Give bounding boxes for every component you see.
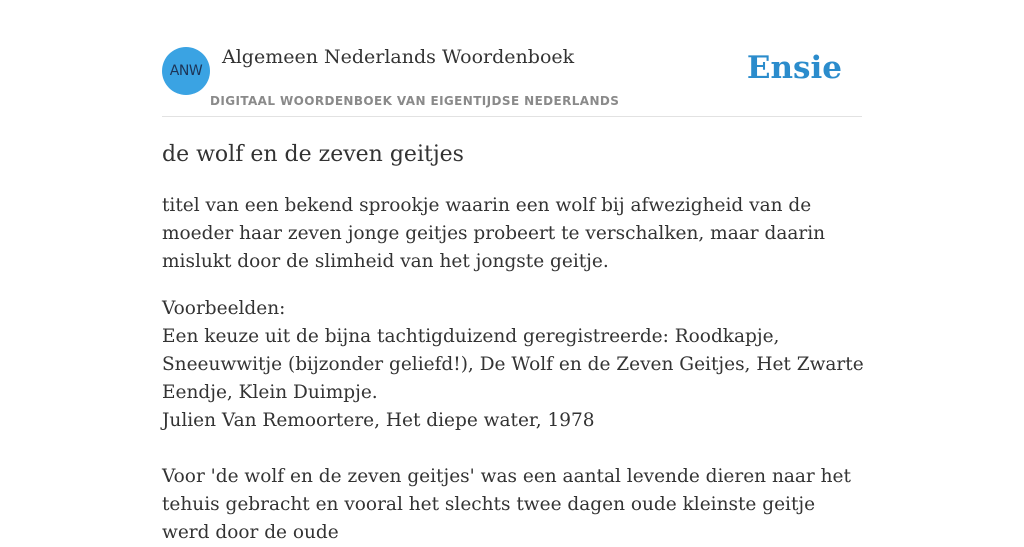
- examples-section: [162, 295, 864, 547]
- ensie-logo[interactable]: Ensie: [746, 50, 842, 86]
- example-text: Voor 'de wolf en de zeven geitjes' was een aantal levende dieren naar het tehuis gebracht en vooral het slechts twee dagen oude kleinste geitje werd door de oude: [162, 466, 851, 543]
- site-header: [162, 0, 862, 117]
- entry-title: de wolf en de zeven geitjes: [162, 142, 464, 167]
- entry-content: [162, 140, 864, 547]
- site-subtitle: DIGITAAL WOORDENBOEK VAN EIGENTIJDSE NEDERLANDS: [210, 94, 620, 108]
- examples-label: Voorbeelden:: [162, 298, 286, 319]
- example-spacer: [162, 435, 864, 463]
- example-source: Julien Van Remoortere, Het diepe water, 1978: [162, 410, 595, 431]
- example-text: Een keuze uit de bijna tachtigduizend geregistreerde: Roodkapje, Sneeuwwitje (bijzonder geliefd!), De Wolf en de Zeven Geitjes, Het Zwarte Eendje, Klein Duimpje.: [162, 326, 864, 403]
- anw-logo[interactable]: ANW: [162, 47, 210, 95]
- site-title[interactable]: Algemeen Nederlands Woordenboek: [222, 46, 575, 68]
- entry-definition: titel van een bekend sprookje waarin een wolf bij afwezigheid van de moeder haar zeven jonge geitjes probeert te verschalken, maar daarin mislukt door de slimheid van het jongste geitje.: [162, 195, 826, 272]
